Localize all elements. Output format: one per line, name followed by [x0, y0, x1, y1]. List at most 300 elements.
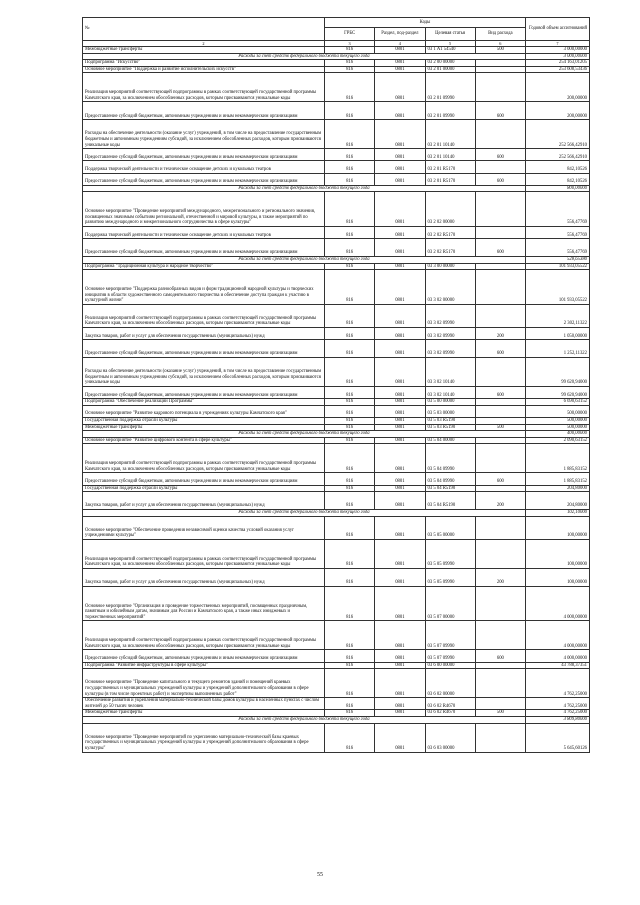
row-amount: 556,47769	[526, 192, 590, 227]
row-target: 03 3 02 09990	[425, 328, 475, 340]
row-name: Подпрограмма "Искусство"	[83, 60, 325, 67]
row-grbs: 816	[325, 192, 375, 227]
row-amount: 101 933,05522	[526, 263, 590, 270]
row-type	[475, 358, 525, 387]
row-name: Расходы на обеспечение деятельности (оказание услуг) учреждений, в том числе на предоставление государственным бюджетным и автономным учреждениям субсидий, за исключением обособленных расходов, которым присваиваются уникальные коды	[83, 358, 325, 387]
colnum-3: 3	[325, 41, 375, 47]
row-grbs: 816	[325, 328, 375, 340]
row-section: 0801	[375, 444, 425, 473]
row-amount: 842,10526	[526, 173, 590, 185]
row-target: 03 5 04 09990	[425, 444, 475, 473]
row-section: 0801	[375, 485, 425, 492]
table-row	[83, 270, 590, 305]
table-row	[83, 418, 590, 425]
row-grbs: 816	[325, 473, 375, 485]
row-target: 03 3 02 09990	[425, 304, 475, 327]
row-amount: 800,00000	[526, 185, 590, 192]
row-section: 0801	[375, 66, 425, 73]
row-type: 200	[475, 328, 525, 340]
row-type: 500	[475, 424, 525, 431]
row-section: 0801	[375, 723, 425, 752]
table-row	[83, 304, 590, 327]
table-row	[83, 723, 590, 752]
row-type: 600	[475, 102, 525, 120]
row-target: 03 2 01 09990	[425, 102, 475, 120]
row-amount: 204,80000	[526, 492, 590, 510]
table-row	[83, 239, 590, 257]
table-row	[83, 516, 590, 539]
row-grbs: 816	[325, 263, 375, 270]
row-grbs: 816	[325, 73, 375, 102]
row-type	[475, 60, 525, 67]
row-type	[475, 485, 525, 492]
row-amount: 5 645,60126	[526, 723, 590, 752]
budget-table-page	[82, 17, 590, 753]
row-grbs: 816	[325, 437, 375, 444]
row-name: Межбюджетные трансферты	[83, 710, 325, 717]
row-amount: 204,80000	[526, 485, 590, 492]
row-name: Предоставление субсидий бюджетным, автономным учреждениям и иным некоммерческим организациям	[83, 102, 325, 120]
row-name: Основное мероприятие "Проведение мероприятий по укреплению материально-технической базы краевых государственных и муниципальных учреждений культуры и учреждений дополнительного образования в сфере культуры"	[83, 723, 325, 752]
row-name: Расходы за счет средств федерального бюджета текущего года	[83, 53, 526, 60]
row-grbs: 816	[325, 485, 375, 492]
colnum-7: 7	[526, 41, 590, 47]
table-row	[83, 120, 590, 149]
row-grbs: 816	[325, 586, 375, 621]
row-target: 03 5 05 09990	[425, 539, 475, 568]
row-type: 500	[475, 47, 525, 54]
row-amount: 3 000,00000	[526, 47, 590, 54]
table-row	[83, 399, 590, 406]
row-grbs: 816	[325, 723, 375, 752]
table-row	[83, 437, 590, 444]
row-target: 03 2 02 R5170	[425, 226, 475, 238]
row-section: 0801	[375, 424, 425, 431]
row-amount: 100,00000	[526, 516, 590, 539]
table-row	[83, 669, 590, 698]
table-row	[83, 226, 590, 238]
row-target: 03 3 00 00000	[425, 263, 475, 270]
row-target: 03 5 07 00000	[425, 586, 475, 621]
row-amount: 252 566,42910	[526, 120, 590, 149]
row-amount: 556,47769	[526, 226, 590, 238]
row-name: Основное мероприятие "Обеспечение проведения независимой оценки качества условий оказания услуг учреждениями культуры"	[83, 516, 325, 539]
row-section: 0801	[375, 358, 425, 387]
row-name: Поддержка творческой деятельности и техническое оснащение детских и кукольных театров	[83, 226, 325, 238]
row-grbs: 816	[325, 662, 375, 669]
row-grbs: 816	[325, 239, 375, 257]
row-target: 03 2 00 00000	[425, 60, 475, 67]
row-name: Расходы за счет средств федерального бюджета текущего года	[83, 256, 526, 263]
row-name: Предоставление субсидий бюджетным, автономным учреждениям и иным некоммерческим организациям	[83, 650, 325, 662]
row-target: 03 5 04 00000	[425, 437, 475, 444]
row-grbs: 816	[325, 710, 375, 717]
row-grbs: 816	[325, 66, 375, 73]
row-amount: 3 000,00000	[526, 53, 590, 60]
row-amount: 2 302,11322	[526, 304, 590, 327]
row-amount: 4 762,25000	[526, 698, 590, 710]
table-row	[83, 621, 590, 650]
row-name: Закупка товаров, работ и услуг для обеспечения государственных (муниципальных) нужд	[83, 492, 325, 510]
row-grbs: 816	[325, 47, 375, 54]
header-num: №	[83, 18, 325, 41]
row-amount: 102,10000	[526, 509, 590, 516]
row-grbs: 816	[325, 669, 375, 698]
row-grbs: 816	[325, 270, 375, 305]
row-name: Закупка товаров, работ и услуг для обеспечения государственных (муниципальных) нужд	[83, 568, 325, 586]
row-name: Подпрограмма "Традиционная культура и народное творчество"	[83, 263, 325, 270]
row-type	[475, 405, 525, 417]
row-type	[475, 263, 525, 270]
row-type: 600	[475, 239, 525, 257]
table-subrow	[83, 185, 590, 192]
colnum-4: 4	[375, 41, 425, 47]
row-target: 03 6 03 00000	[425, 723, 475, 752]
header-type: Вид расхода	[475, 28, 525, 41]
row-amount: 253 608,53436	[526, 66, 590, 73]
row-amount: 101 933,05522	[526, 270, 590, 305]
row-name: Основное мероприятие "Организация и проведение торжественных мероприятий, посвященных праздничным, памятным и юбилейным датам, значимым для России и Камчатского края, а также иных имиджевых и торжественных мероприятий"	[83, 586, 325, 621]
row-name: Предоставление субсидий бюджетным, автономным учреждениям и иным некоммерческим организациям	[83, 340, 325, 358]
row-type: 600	[475, 473, 525, 485]
table-row	[83, 328, 590, 340]
row-amount: 43 788,37351	[526, 662, 590, 669]
row-name: Основное мероприятие "Проведение мероприятий международного, межрегионального и регионального значения, посвященных значимым событиям региональной, отечественной и мировой культуры, в также мероприятий по развитию международного и межрегионального сотрудничества в сфере культуры"	[83, 192, 325, 227]
header-codes: Коды	[325, 18, 526, 28]
table-subrow	[83, 256, 590, 263]
row-grbs: 816	[325, 424, 375, 431]
row-section: 0801	[375, 239, 425, 257]
row-amount: 3 809,80000	[526, 716, 590, 723]
row-section: 0801	[375, 650, 425, 662]
row-type	[475, 621, 525, 650]
row-type	[475, 662, 525, 669]
row-target: 03 2 01 10140	[425, 149, 475, 161]
row-target: 03 2 01 10140	[425, 120, 475, 149]
row-section: 0801	[375, 102, 425, 120]
row-section: 0801	[375, 340, 425, 358]
row-name: Закупка товаров, работ и услуг для обеспечения государственных (муниципальных) нужд	[83, 328, 325, 340]
table-row	[83, 662, 590, 669]
row-amount: 99 620,94000	[526, 358, 590, 387]
row-grbs: 816	[325, 418, 375, 425]
row-name: Реализация мероприятий соответствующей подпрограммы в рамках соответствующей государственной программы Камчатского края, за исключением обособленных расходов, которым присваиваются уникальные коды	[83, 444, 325, 473]
row-amount: 2 090,63152	[526, 437, 590, 444]
row-name: Расходы за счет средств федерального бюджета текущего года	[83, 716, 526, 723]
row-type	[475, 226, 525, 238]
table-row	[83, 358, 590, 387]
row-amount: 1 885,83152	[526, 473, 590, 485]
row-amount: 556,47769	[526, 239, 590, 257]
row-target: 03 5 03 R5190	[425, 418, 475, 425]
row-target: 03 5 07 09990	[425, 621, 475, 650]
row-grbs: 816	[325, 173, 375, 185]
row-grbs: 816	[325, 444, 375, 473]
row-type	[475, 418, 525, 425]
row-grbs: 816	[325, 650, 375, 662]
table-row	[83, 698, 590, 710]
row-name: Предоставление субсидий бюджетным, автономным учреждениям и иным некоммерческим организациям	[83, 473, 325, 485]
row-grbs: 816	[325, 387, 375, 399]
row-section: 0801	[375, 586, 425, 621]
row-target: 03 3 02 10140	[425, 358, 475, 387]
table-row	[83, 710, 590, 717]
table-row	[83, 387, 590, 399]
row-target: 03 2 01 00000	[425, 66, 475, 73]
table-row	[83, 485, 590, 492]
row-target: 03 5 04 R5190	[425, 485, 475, 492]
row-name: Обеспечение развития и укрепления материально-технической базы домов культуры в населенных пунктах с числом жителей до 50 тысяч человек	[83, 698, 325, 710]
row-type: 600	[475, 340, 525, 358]
row-type	[475, 192, 525, 227]
row-amount: 528,65380	[526, 256, 590, 263]
row-section: 0801	[375, 387, 425, 399]
row-amount: 1 050,00000	[526, 328, 590, 340]
table-row	[83, 66, 590, 73]
table-row	[83, 340, 590, 358]
row-type	[475, 586, 525, 621]
row-name: Расходы за счет средств федерального бюджета текущего года	[83, 185, 526, 192]
row-name: Подпрограмма "Обеспечение реализации Программы"	[83, 399, 325, 406]
table-subrow	[83, 716, 590, 723]
row-type	[475, 669, 525, 698]
row-type	[475, 270, 525, 305]
row-name: Расходы за счет средств федерального бюджета текущего года	[83, 509, 526, 516]
row-grbs: 816	[325, 120, 375, 149]
row-name: Предоставление субсидий бюджетным, автономным учреждениям и иным некоммерческим организациям	[83, 149, 325, 161]
row-target: 03 2 01 R5170	[425, 161, 475, 173]
row-section: 0801	[375, 173, 425, 185]
row-name: Расходы за счет средств федерального бюджета текущего года	[83, 431, 526, 438]
table-row	[83, 102, 590, 120]
table-row	[83, 161, 590, 173]
header-grbs: ГРБС	[325, 28, 375, 41]
table-row	[83, 192, 590, 227]
row-amount: 500,00000	[526, 424, 590, 431]
row-name: Реализация мероприятий соответствующей подпрограммы в рамках соответствующей государственной программы Камчатского края, за исключением обособленных расходов, которым присваиваются уникальные коды	[83, 73, 325, 102]
row-amount: 99 620,94000	[526, 387, 590, 399]
header-section: Раздел, под-раздел	[375, 28, 425, 41]
row-type: 200	[475, 492, 525, 510]
row-target: 03 3 02 09990	[425, 340, 475, 358]
budget-table	[82, 17, 590, 753]
row-target: 03 5 00 00000	[425, 399, 475, 406]
row-target: 03 5 05 09990	[425, 568, 475, 586]
row-amount: 400,00000	[526, 431, 590, 438]
row-grbs: 816	[325, 226, 375, 238]
row-grbs: 816	[325, 621, 375, 650]
row-target: 03 6 02 00000	[425, 669, 475, 698]
row-amount: 4 000,00000	[526, 650, 590, 662]
row-amount: 4 000,00000	[526, 586, 590, 621]
row-grbs: 816	[325, 149, 375, 161]
row-grbs: 816	[325, 568, 375, 586]
row-amount: 100,00000	[526, 539, 590, 568]
row-target: 03 5 03 R5190	[425, 424, 475, 431]
table-body	[83, 47, 590, 753]
colnum-6: 6	[475, 41, 525, 47]
row-name: Межбюджетные трансферты	[83, 424, 325, 431]
row-grbs: 816	[325, 60, 375, 67]
row-name: Основное мероприятие "Проведение капитального и текущего ремонтов зданий и помещений краевых государственных и муниципальных учреждений культуры и учреждений дополнительного образования в сфере культуры (в том числе проектных работ) и экспертизы выполненных работ"	[83, 669, 325, 698]
row-type	[475, 437, 525, 444]
row-name: Поддержка творческой деятельности и техническое оснащение детских и кукольных театров	[83, 161, 325, 173]
row-amount: 1 252,11322	[526, 340, 590, 358]
row-target: 03 5 04 R5190	[425, 492, 475, 510]
table-subrow	[83, 431, 590, 438]
colnum-2: 2	[83, 41, 325, 47]
table-row	[83, 539, 590, 568]
row-type: 600	[475, 173, 525, 185]
row-amount: 4 762,25000	[526, 710, 590, 717]
row-target: 03 5 03 00000	[425, 405, 475, 417]
header-amount: Годовой объем ассигнований	[526, 18, 590, 41]
row-amount: 200,00000	[526, 73, 590, 102]
row-name: Государственная поддержка отрасли культуры	[83, 485, 325, 492]
row-section: 0801	[375, 73, 425, 102]
row-type	[475, 444, 525, 473]
row-name: Предоставление субсидий бюджетным, автономным учреждениям и иным некоммерческим организациям	[83, 239, 325, 257]
table-row	[83, 473, 590, 485]
row-type	[475, 723, 525, 752]
row-amount: 500,00000	[526, 405, 590, 417]
row-section: 0801	[375, 539, 425, 568]
row-amount: 500,00000	[526, 418, 590, 425]
row-type: 200	[475, 568, 525, 586]
row-section: 0801	[375, 304, 425, 327]
row-amount: 4 000,00000	[526, 621, 590, 650]
table-row	[83, 263, 590, 270]
row-grbs: 816	[325, 340, 375, 358]
row-amount: 254 163,01205	[526, 60, 590, 67]
row-section: 0801	[375, 437, 425, 444]
row-section: 0801	[375, 192, 425, 227]
row-grbs: 816	[325, 304, 375, 327]
row-name: Реализация мероприятий соответствующей подпрограммы в рамках соответствующей государственной программы Камчатского края, за исключением обособленных расходов, которым присваиваются уникальные коды	[83, 539, 325, 568]
row-target: 03 6 02 R4670	[425, 710, 475, 717]
row-grbs: 816	[325, 405, 375, 417]
table-row	[83, 492, 590, 510]
row-type	[475, 73, 525, 102]
row-type: 600	[475, 149, 525, 161]
row-grbs: 816	[325, 399, 375, 406]
colnum-5: 5	[425, 41, 475, 47]
row-grbs: 816	[325, 358, 375, 387]
table-row	[83, 650, 590, 662]
row-target: 03 2 02 R5170	[425, 239, 475, 257]
row-section: 0801	[375, 662, 425, 669]
row-amount: 100,00000	[526, 568, 590, 586]
table-row	[83, 149, 590, 161]
row-target: 03 6 00 00000	[425, 662, 475, 669]
row-type	[475, 66, 525, 73]
row-amount: 252 566,42910	[526, 149, 590, 161]
row-section: 0801	[375, 405, 425, 417]
row-type	[475, 539, 525, 568]
row-name: Предоставление субсидий бюджетным, автономным учреждениям и иным некоммерческим организациям	[83, 387, 325, 399]
row-section: 0801	[375, 399, 425, 406]
row-target: 03 5 04 09990	[425, 473, 475, 485]
row-target: 03 2 01 R5170	[425, 173, 475, 185]
row-amount: 200,00000	[526, 102, 590, 120]
table-row	[83, 73, 590, 102]
row-type: 600	[475, 387, 525, 399]
row-section: 0801	[375, 698, 425, 710]
row-grbs: 816	[325, 102, 375, 120]
row-type: 500	[475, 710, 525, 717]
table-row	[83, 47, 590, 54]
row-name: Государственная поддержка отрасли культуры	[83, 418, 325, 425]
row-target: 03 3 02 00000	[425, 270, 475, 305]
row-target: 03 3 02 10140	[425, 387, 475, 399]
row-section: 0801	[375, 149, 425, 161]
row-grbs: 816	[325, 516, 375, 539]
row-name: Подпрограмма "Развитие инфраструктуры в сфере культуры"	[83, 662, 325, 669]
row-type	[475, 399, 525, 406]
row-target: 03 5 07 09990	[425, 650, 475, 662]
table-row	[83, 586, 590, 621]
row-name: Основное мероприятие "Развитие цифрового контента в сфере культуры"	[83, 437, 325, 444]
row-target: 03 2 01 09990	[425, 73, 475, 102]
row-section: 0801	[375, 161, 425, 173]
row-amount: 1 885,83152	[526, 444, 590, 473]
row-grbs: 816	[325, 492, 375, 510]
row-target: 03 5 05 00000	[425, 516, 475, 539]
row-type	[475, 120, 525, 149]
row-section: 0801	[375, 669, 425, 698]
row-name: Реализация мероприятий соответствующей подпрограммы в рамках соответствующей государственной программы Камчатского края, за исключением обособленных расходов, которым присваиваются уникальные коды	[83, 621, 325, 650]
row-section: 0801	[375, 328, 425, 340]
row-section: 0801	[375, 120, 425, 149]
table-row	[83, 405, 590, 417]
row-name: Расходы на обеспечение деятельности (оказание услуг) учреждений, в том числе на предоставление государственным бюджетным и автономным учреждениям субсидий, за исключением обособленных расходов, которым присваиваются уникальные коды	[83, 120, 325, 149]
table-row	[83, 424, 590, 431]
row-name: Основное мероприятие "Поддержка разнообразных видов и форм традиционной народной культуры и творческих инициатив в области художественного самодеятельного творчества и обеспечение доступа граждан к участию в культурной жизни"	[83, 270, 325, 305]
row-section: 0801	[375, 60, 425, 67]
row-target: 03 1 А1 54540	[425, 47, 475, 54]
row-name: Основное мероприятие "Поддержка и развитие исполнительских искусств"	[83, 66, 325, 73]
row-type	[475, 161, 525, 173]
table-subrow	[83, 509, 590, 516]
table-row	[83, 568, 590, 586]
table-row	[83, 444, 590, 473]
row-amount: 842,10526	[526, 161, 590, 173]
row-section: 0801	[375, 263, 425, 270]
row-name: Основное мероприятие "Развитие кадрового потенциала в учреждениях культуры Камчатского края"	[83, 405, 325, 417]
row-section: 0801	[375, 621, 425, 650]
row-amount: 6 690,63152	[526, 399, 590, 406]
table-subrow	[83, 53, 590, 60]
row-section: 0801	[375, 270, 425, 305]
row-name: Предоставление субсидий бюджетным, автономным учреждениям и иным некоммерческим организациям	[83, 173, 325, 185]
row-type: 600	[475, 650, 525, 662]
row-grbs: 816	[325, 698, 375, 710]
row-type	[475, 516, 525, 539]
row-type	[475, 698, 525, 710]
row-section: 0801	[375, 516, 425, 539]
row-target: 03 2 02 00000	[425, 192, 475, 227]
page-number: 55	[317, 872, 323, 878]
row-section: 0801	[375, 418, 425, 425]
row-section: 0801	[375, 710, 425, 717]
table-row	[83, 60, 590, 67]
row-section: 0801	[375, 47, 425, 54]
row-section: 0801	[375, 226, 425, 238]
row-grbs: 816	[325, 161, 375, 173]
row-name: Межбюджетные трансферты	[83, 47, 325, 54]
row-amount: 4 762,25000	[526, 669, 590, 698]
header-target: Целевая статья	[425, 28, 475, 41]
